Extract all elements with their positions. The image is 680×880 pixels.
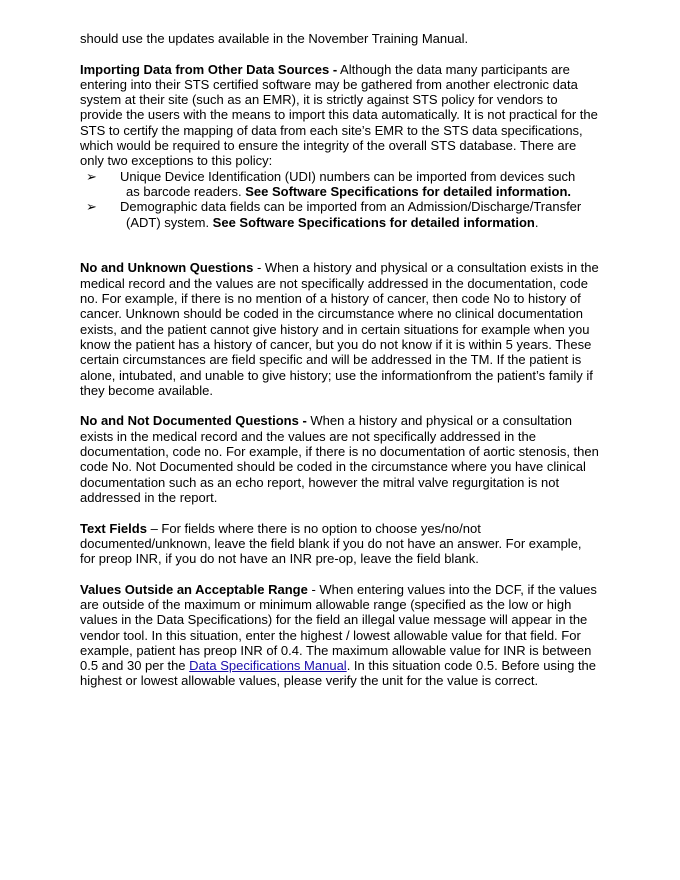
no-unknown-body: - When a history and physical or a consultation exists in the medical record and the values are not specifically addressed in the documentation, code no. For example, if there is no mention of a history of cancer, then code No to history of cancer. Unknown should be coded in the circumstance where no clinical documentation exists, and the patient cannot give history and in certain situations for example when you know the patient has a history of cancer, but you do not know if it is within 5 years. These certain circumstances are field specific and will be addressed in the TM. If the patient is alone, intubated, and unable to give history; use the informationfrom the patient’s family if they become available. [80, 260, 599, 398]
text-fields-body: – For fields where there is no option to choose yes/no/not documented/unknown, leave the field blank if you do not have an answer. For example, for preop INR, if you do not have an INR pre-op, leave the field blank. [80, 520, 582, 567]
intro-line: should use the updates available in the November Training Manual. [80, 31, 469, 46]
bullet-line2-bold: See Software Specifications for detailed information. [245, 183, 572, 199]
bullet-line2 [120, 184, 600, 199]
values-range-heading: Values Outside an Acceptable Range [80, 581, 308, 597]
bullet-item-adt [80, 199, 600, 230]
text-fields-heading: Text Fields [80, 520, 147, 536]
text-fields-section [80, 521, 600, 567]
importing-section [80, 62, 600, 169]
importing-heading: Importing Data from Other Data Sources - [80, 61, 338, 77]
data-specifications-manual-link[interactable]: Data Specifications Manual [189, 658, 347, 674]
no-not-documented-heading: No and Not Documented Questions - [80, 413, 307, 429]
spacer [80, 505, 600, 520]
no-unknown-section [80, 260, 600, 398]
bullet-line1: Demographic data fields can be imported from an Admission/Discharge/Transfer [120, 199, 582, 215]
arrow-bullet-icon: ➢ [86, 168, 97, 184]
no-not-documented-section [80, 413, 600, 505]
document-page [80, 31, 600, 689]
bullet-line2-end: . [534, 214, 539, 230]
spacer [80, 46, 600, 61]
importing-body: Although the data many participants are entering into their STS certified software may be gathered from another electronic data system at their site (such as an EMR), it is strictly against STS policy for vendors to provide the users with the means to import this data automatically. It is not practical for the STS to certify the mapping of data from each site’s EMR to the STS data specifications, which would be required to ensure the integrity of the overall STS database. There are only two exceptions to this policy: [80, 61, 598, 169]
bullet-line2-text: (ADT) system. [126, 214, 213, 230]
no-unknown-heading: No and Unknown Questions [80, 260, 254, 276]
values-range-section [80, 582, 600, 689]
bullet-line2-bold: See Software Specifications for detailed information [212, 214, 535, 230]
bullet-line1: Unique Device Identification (UDI) numbers can be imported from devices such [120, 168, 576, 184]
arrow-bullet-icon: ➢ [86, 199, 97, 215]
bullet-line2-text: as barcode readers. [126, 183, 246, 199]
no-not-documented-body: When a history and physical or a consultation exists in the medical record and the values are not specifically addressed in the documentation, code no. For example, if there is no documentation of aortic stenosis, then code No. Not Documented should be coded in the circumstance where you have clinical documentation such as an echo report, however the mitral valve regurgitation is not addressed in the report. [80, 413, 599, 505]
spacer [80, 398, 600, 413]
values-range-body-after: . In this situation code 0.5. Before using the highest or lowest allowable values, please verify the unit for the value is correct. [80, 658, 597, 689]
bullet-line2 [120, 215, 600, 230]
bullet-item-udi [80, 169, 600, 200]
values-range-body-before: - When entering values into the DCF, if the values are outside of the maximum or minimum allowable range (specified as the low or high values in the Data Specifications) for the field an illegal value message will appear in the vendor tool. In this situation, enter the highest / lowest allowable value for that field. For example, patient has preop INR of 0.4. The maximum allowable value for INR is between 0.5 and 30 per the [80, 581, 597, 674]
spacer [80, 566, 600, 581]
spacer [80, 230, 600, 245]
spacer [80, 245, 600, 260]
